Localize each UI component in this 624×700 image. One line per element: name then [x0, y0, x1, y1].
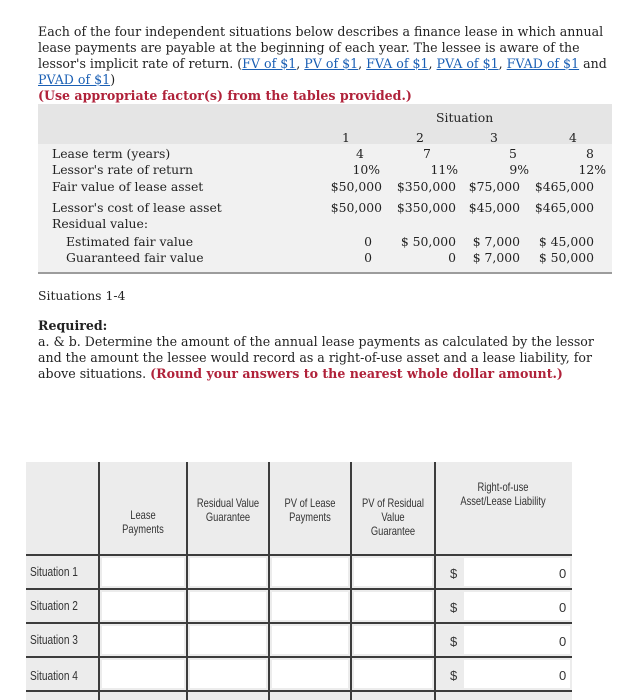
required-section [38, 318, 612, 382]
pv-lease-input-1[interactable] [272, 558, 348, 586]
grid-line [98, 462, 100, 700]
cell: $50,000 [330, 200, 382, 215]
pv-residual-input-1[interactable] [354, 558, 432, 586]
rou-value-1: 0 [559, 566, 567, 581]
grid-line [268, 462, 270, 700]
rou-value-4: 0 [559, 668, 567, 683]
situation-table-divider [38, 272, 612, 274]
instruction-text: (Use appropriate factor(s) from the tables provided.) [38, 88, 412, 103]
rou-asset-input-3[interactable] [464, 626, 570, 654]
lease-payments-input-2[interactable] [102, 592, 184, 620]
residual-guarantee-input-2[interactable] [190, 592, 266, 620]
cell: 10% [352, 162, 380, 177]
row-label-fair-value: Fair value of lease asset [52, 179, 204, 194]
situations-caption: Situations 1-4 [38, 288, 126, 303]
lease-payments-input-3[interactable] [102, 626, 184, 654]
row-label-lease-term: Lease term (years) [52, 146, 171, 161]
cell: 7 [423, 146, 431, 161]
link-pv[interactable]: PV of $1 [304, 56, 359, 71]
pv-residual-input-4[interactable] [354, 660, 432, 688]
link-fva[interactable]: FVA of $1 [366, 56, 429, 71]
header-pv-residual: PV of Residual Value Guarantee [362, 496, 424, 538]
cell: $465,000 [534, 179, 594, 194]
cell: 8 [586, 146, 594, 161]
answer-table [26, 462, 572, 700]
link-fv[interactable]: FV of $1 [242, 56, 297, 71]
intro-paragraph [38, 24, 610, 104]
cell: 0 [448, 250, 456, 265]
header-rou-asset: Right-of-use Asset/Lease Liability [460, 480, 546, 508]
cell: $ 50,000 [400, 234, 456, 249]
row-label-situation-4: Situation 4 [30, 668, 78, 683]
link-pva[interactable]: PVA of $1 [436, 56, 499, 71]
link-pvad[interactable]: PVAD of $1 [38, 72, 111, 87]
pv-lease-input-2[interactable] [272, 592, 348, 620]
rou-value-2: 0 [559, 600, 567, 615]
currency-symbol: $ [450, 600, 458, 615]
cell: 4 [356, 146, 364, 161]
lease-payments-input-4[interactable] [102, 660, 184, 688]
row-label-rate: Lessor's rate of return [52, 162, 194, 177]
link-fvad[interactable]: FVAD of $1 [506, 56, 580, 71]
situation-col-1: 1 [342, 130, 350, 145]
cell: $ 50,000 [538, 250, 594, 265]
currency-symbol: $ [450, 634, 458, 649]
rou-asset-input-4[interactable] [464, 660, 570, 688]
situation-header-band [38, 104, 612, 144]
cell: $350,000 [396, 200, 456, 215]
row-label-estimated: Estimated fair value [66, 234, 194, 249]
rou-asset-input-2[interactable] [464, 592, 570, 620]
link-separator: , [498, 56, 507, 71]
row-label-cost: Lessor's cost of lease asset [52, 200, 222, 215]
link-separator: , [296, 56, 305, 71]
grid-line [434, 462, 436, 700]
cell: $ 45,000 [538, 234, 594, 249]
cell: 11% [430, 162, 458, 177]
pv-lease-input-4[interactable] [272, 660, 348, 688]
cell: 9% [509, 162, 529, 177]
situation-col-4: 4 [569, 130, 577, 145]
cell: 12% [578, 162, 606, 177]
required-title: Required: [38, 318, 108, 333]
cell: $ 7,000 [472, 250, 520, 265]
cell: $350,000 [396, 179, 456, 194]
cell: $465,000 [534, 200, 594, 215]
residual-guarantee-input-4[interactable] [190, 660, 266, 688]
lease-payments-input-1[interactable] [102, 558, 184, 586]
grid-line [26, 622, 572, 624]
row-label-guaranteed: Guaranteed fair value [66, 250, 204, 265]
header-residual-guarantee: Residual Value Guarantee [196, 496, 260, 524]
row-label-situation-2: Situation 2 [30, 598, 78, 613]
link-separator: , [358, 56, 367, 71]
situation-col-3: 3 [490, 130, 498, 145]
grid-line [26, 588, 572, 590]
currency-symbol: $ [450, 566, 458, 581]
row-label-situation-1: Situation 1 [30, 564, 78, 579]
link-and: and [579, 56, 607, 71]
cell: 5 [509, 146, 517, 161]
cell: $75,000 [468, 179, 520, 194]
grid-line [26, 656, 572, 658]
grid-line [350, 462, 352, 700]
cell: $ 7,000 [472, 234, 520, 249]
situation-col-2: 2 [416, 130, 424, 145]
row-label-residual: Residual value: [52, 216, 149, 231]
link-close: ) [110, 72, 116, 87]
grid-line [26, 554, 572, 556]
grid-line [186, 462, 188, 700]
cell: $45,000 [468, 200, 520, 215]
cell: 0 [364, 234, 372, 249]
intro-text: Each of the four independent situations below describes a finance lease in which annual lease payments are payable at the beginning of each year. The lessee is aware of the lessor's implicit rate of return. ( [38, 24, 604, 71]
situation-group-header: Situation [436, 110, 494, 125]
residual-guarantee-input-3[interactable] [190, 626, 266, 654]
pv-residual-input-2[interactable] [354, 592, 432, 620]
pv-lease-input-3[interactable] [272, 626, 348, 654]
row-label-situation-3: Situation 3 [30, 632, 78, 647]
link-separator: , [428, 56, 437, 71]
cell: $50,000 [330, 179, 382, 194]
pv-residual-input-3[interactable] [354, 626, 432, 654]
required-text: a. & b. Determine the amount of the annual lease payments as calculated by the lessor and the amount the lessee would record as a right-of-use asset and a lease liability, for above situations. [38, 334, 594, 381]
currency-symbol: $ [450, 668, 458, 683]
residual-guarantee-input-1[interactable] [190, 558, 266, 586]
header-lease-payments: Lease Payments [122, 508, 164, 536]
header-pv-lease-payments: PV of Lease Payments [284, 496, 336, 524]
rou-asset-input-1[interactable] [464, 558, 570, 586]
rounding-note: (Round your answers to the nearest whole dollar amount.) [150, 366, 563, 381]
cell: 0 [364, 250, 372, 265]
rou-value-3: 0 [559, 634, 567, 649]
grid-line [26, 690, 572, 692]
